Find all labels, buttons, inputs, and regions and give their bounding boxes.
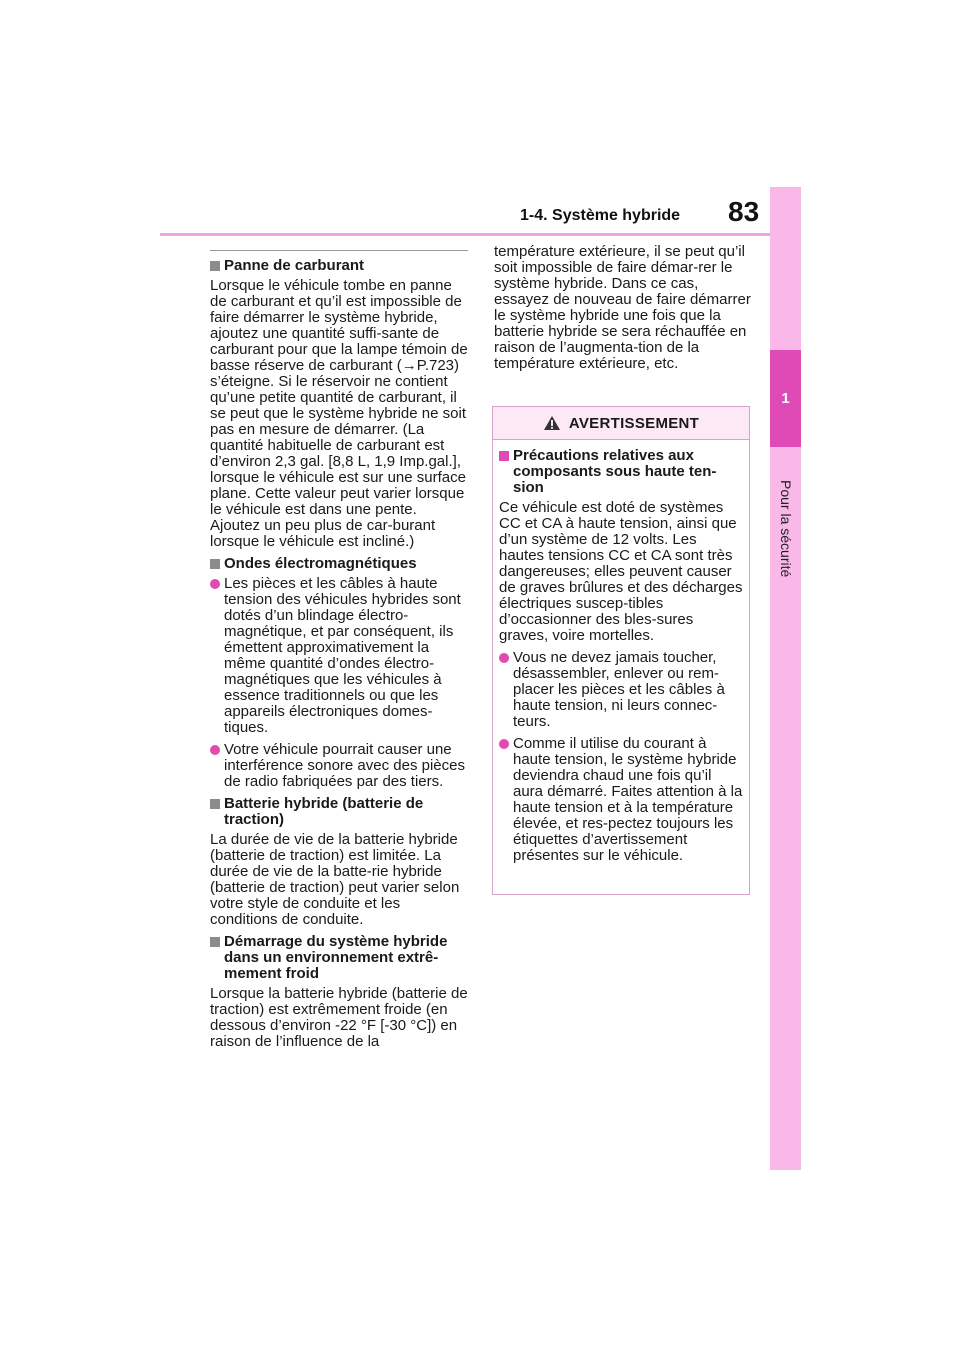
cold-start-text: Lorsque la batterie hybride (batterie de traction) est extrêmement froide (en dessous d’environ -22 °F [-30 °C]) en raison de l’influence de la: [210, 985, 468, 1050]
square-bullet-icon: [210, 559, 220, 569]
square-bullet-icon: [210, 799, 220, 809]
warning-bullet-2: Comme il utilise du courant à haute tension, le système hybride deviendra chaud une fois qu’il aura démarré. Faites attention à la haute tension et à la température élevée, et res-pectez toujours les étiquettes d’avertissement présentes sur le véhicule.: [499, 736, 743, 864]
em-bullet-1: Les pièces et les câbles à haute tension des véhicules hybrides sont dotés d’un blindage électro-magnétique, et par conséquent, ils émettent approximativement la même quantité d’ondes électro-magnétiques que les véhicules à essence traditionnels ou que les appareils électroniques domes-tiques.: [210, 576, 468, 736]
warning-triangle-icon: [543, 415, 561, 431]
warning-box: [492, 406, 750, 895]
square-bullet-icon: [499, 451, 509, 461]
chapter-tab[interactable]: [770, 350, 801, 447]
warning-body: [493, 440, 749, 864]
chapter-number: 1: [781, 390, 790, 407]
circle-bullet-icon: [499, 653, 509, 663]
side-tab: [770, 187, 801, 1170]
section-title: 1-4. Système hybride: [520, 207, 681, 224]
square-bullet-icon: [210, 937, 220, 947]
page-number: 83: [728, 196, 760, 227]
header-rule: [160, 233, 770, 236]
circle-bullet-icon: [499, 739, 509, 749]
left-column: [210, 250, 468, 1056]
square-bullet-icon: [210, 261, 220, 271]
circle-bullet-icon: [210, 579, 220, 589]
heading-fuel: Panne de carburant: [210, 258, 468, 274]
fuel-text: Lorsque le véhicule tombe en panne de carburant et qu’il est impossible de faire démarrer le système hybride, ajoutez une quantité suffi-sante de carburant pour que la lampe témoin de basse réserve de carburant (→P.723) s’éteigne. Si le réservoir ne contient qu’une petite quantité de carburant, il se peut que le système hybride ne soit pas en mesure de démarrer. (La quantité habituelle de carburant est d’environ 2,3 gal. [8,8 L, 1,9 Imp.gal.], lorsque le véhicule est sur une surface plane. Cette valeur peut varier lorsque le véhicule est dans une pente. Ajoutez un peu plus de car-burant lorsque le véhicule est incliné.): [210, 277, 468, 550]
column-rule: [210, 250, 468, 251]
battery-text: La durée de vie de la batterie hybride (batterie de traction) est limitée. La durée de vie de la batte-rie hybride (batterie de traction) peut varier selon votre style de conduite et les conditions de conduite.: [210, 831, 460, 928]
warning-bullet-1: Vous ne devez jamais toucher, désassembler, enlever ou rem-placer les pièces et les câbles à haute tension, ni leurs connec-teurs.: [499, 650, 743, 730]
warning-title: AVERTISSEMENT: [568, 414, 700, 432]
circle-bullet-icon: [210, 745, 220, 755]
cold-start-continued-text: température extérieure, il se peut qu’il soit impossible de faire démar-rer le système hybride. Dans ce cas, essayez de nouveau de faire démarrer le système hybride une fois que la batterie hybride se sera réchauffée en raison de l’augmenta-tion de la température extérieure, etc.: [494, 243, 751, 372]
chapter-label: Pour la sécurité: [778, 480, 794, 578]
warning-header: [493, 407, 749, 440]
em-bullet-2: Votre véhicule pourrait causer une interférence sonore avec des pièces de radio fabriquées par des tiers.: [210, 742, 468, 790]
warning-text: Ce véhicule est doté de systèmes CC et CA à haute tension, ainsi que d’un système de 12 volts. Les hautes tensions CC et CA sont très dangereuses; elles peuvent causer de graves brûlures et des décharges électriques suscep-tibles d’occasionner des bles-sures graves, voire mortelles.: [499, 499, 743, 644]
warning-heading: Précautions relatives aux composants sous haute ten-sion: [499, 448, 743, 496]
right-column: [494, 244, 752, 378]
heading-battery: Batterie hybride (batterie de traction): [210, 796, 468, 828]
heading-cold-start: Démarrage du système hybride dans un environnement extrê-mement froid: [210, 934, 468, 982]
heading-em: Ondes électromagnétiques: [210, 556, 468, 572]
